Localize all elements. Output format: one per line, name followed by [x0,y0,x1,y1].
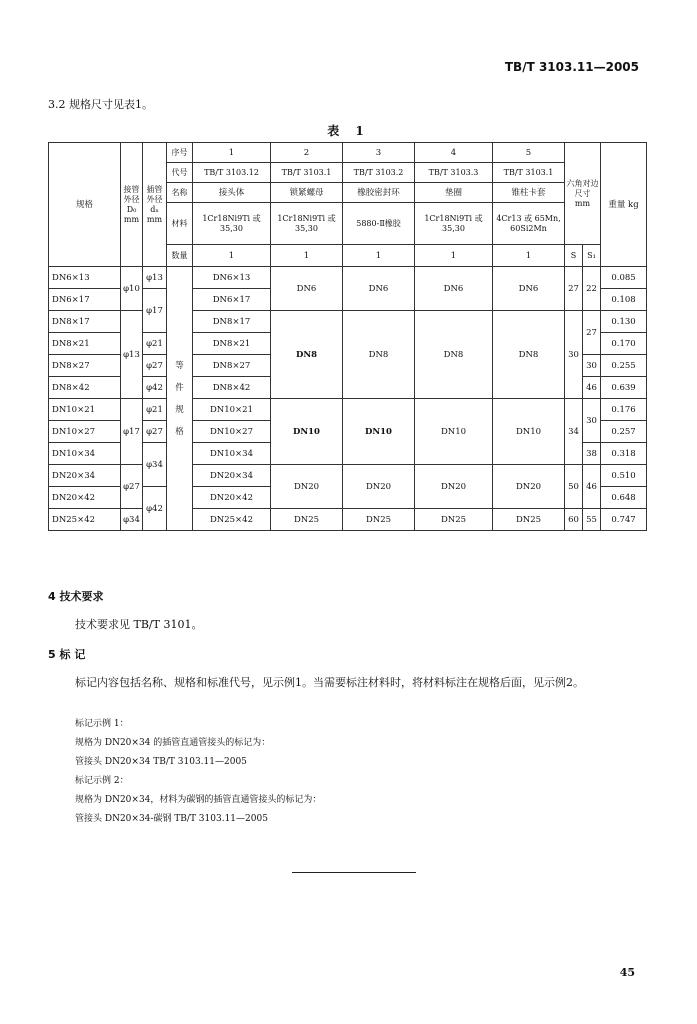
spec-cell: DN8×17 [49,311,121,333]
qty-4: 1 [415,245,493,267]
connector-cell: DN6×13 [193,267,271,289]
dn-cell: φ17 [143,289,167,333]
header-s: S [565,245,583,267]
table-caption: 表 1 [327,124,370,138]
specification-table [48,142,647,531]
label-seq: 序号 [167,143,193,163]
standard-header: TB/T 3103.11—2005 [504,60,639,74]
name-2: 锁紧螺母 [271,183,343,203]
example-1-line-1: 规格为 DN20×34 的插管直通管接头的标记为： [75,738,271,748]
s1-cell: 38 [583,443,601,465]
dn-cell: φ13 [143,267,167,289]
d0-cell: φ17 [121,399,143,465]
spec-cell: DN6×17 [49,289,121,311]
seal-cell: DN20 [343,465,415,509]
table-row [49,465,647,487]
spec-cell: DN20×42 [49,487,121,509]
label-name: 名称 [167,183,193,203]
washer-cell: DN25 [415,509,493,531]
table-row [49,311,647,333]
s-cell: 27 [565,267,583,311]
seq-3: 3 [343,143,415,163]
connector-cell: DN10×27 [193,421,271,443]
spec-cell: DN8×27 [49,355,121,377]
equal-size-label [167,267,193,531]
label-qty: 数量 [167,245,193,267]
vertical-char: 规 [175,404,184,415]
dn-cell: φ42 [143,377,167,399]
s-cell: 34 [565,399,583,465]
seal-cell: DN8 [343,311,415,399]
spec-cell: DN8×42 [49,377,121,399]
d0-cell: φ10 [121,267,143,311]
weight-cell: 0.747 [601,509,647,531]
connector-cell: DN6×17 [193,289,271,311]
s-cell: 60 [565,509,583,531]
header-s1: S₁ [583,245,601,267]
weight-cell: 0.130 [601,311,647,333]
vertical-char: 等 [175,360,184,371]
example-1-title: 标记示例 1： [75,719,129,729]
code-5: TB/T 3103.1 [493,163,565,183]
section-3-2-text: 3.2 规格尺寸见表1。 [48,98,153,111]
connector-cell: DN20×42 [193,487,271,509]
nut-cell: DN10 [271,399,343,465]
washer-cell: DN10 [415,399,493,465]
dn-cell: φ21 [143,333,167,355]
seal-cell: DN10 [343,399,415,465]
table-row [49,399,647,421]
example-2-line-2: 管接头 DN20×34-碳钢 TB/T 3103.11—2005 [75,814,268,824]
weight-cell: 0.318 [601,443,647,465]
table-row [49,267,647,289]
name-1: 接头体 [193,183,271,203]
section-4-text: 技术要求见 TB/T 3101。 [75,618,203,631]
connector-cell: DN8×21 [193,333,271,355]
section-5-text: 标记内容包括名称、规格和标准代号，见示例1。当需要标注材料时，将材料标注在规格后面，见示例2。 [75,676,584,689]
material-2: 1Cr18Ni9Ti 或 35,30 [271,203,343,245]
vertical-char: 件 [175,382,184,393]
s1-cell: 30 [583,355,601,377]
spec-cell: DN10×34 [49,443,121,465]
code-4: TB/T 3103.3 [415,163,493,183]
sleeve-cell: DN10 [493,399,565,465]
weight-cell: 0.108 [601,289,647,311]
end-rule [292,872,416,873]
weight-cell: 0.176 [601,399,647,421]
qty-5: 1 [493,245,565,267]
d0-cell: φ27 [121,465,143,509]
seq-1: 1 [193,143,271,163]
connector-cell: DN10×21 [193,399,271,421]
seq-4: 4 [415,143,493,163]
spec-cell: DN10×27 [49,421,121,443]
spec-cell: DN8×21 [49,333,121,355]
seq-5: 5 [493,143,565,163]
material-5: 4Cr13 或 65Mn, 60Si2Mn [493,203,565,245]
table-row [49,509,647,531]
spec-cell: DN25×42 [49,509,121,531]
header-d0: 接管外径 D₀ mm [121,143,143,267]
washer-cell: DN20 [415,465,493,509]
weight-cell: 0.257 [601,421,647,443]
dn-cell: φ27 [143,355,167,377]
dn-cell: φ34 [143,443,167,487]
example-2-title: 标记示例 2： [75,776,129,786]
sleeve-cell: DN8 [493,311,565,399]
weight-cell: 0.170 [601,333,647,355]
code-3: TB/T 3103.2 [343,163,415,183]
code-1: TB/T 3103.12 [193,163,271,183]
sleeve-cell: DN20 [493,465,565,509]
s1-cell: 22 [583,267,601,311]
s1-cell: 27 [583,311,601,355]
weight-cell: 0.639 [601,377,647,399]
label-code: 代号 [167,163,193,183]
name-4: 垫圈 [415,183,493,203]
weight-cell: 0.510 [601,465,647,487]
s-cell: 50 [565,465,583,509]
s1-cell: 55 [583,509,601,531]
section-4-title: 4 技术要求 [48,590,104,603]
name-5: 锥柱卡套 [493,183,565,203]
connector-cell: DN20×34 [193,465,271,487]
qty-3: 1 [343,245,415,267]
nut-cell: DN6 [271,267,343,311]
connector-cell: DN25×42 [193,509,271,531]
qty-2: 1 [271,245,343,267]
header-hex-size: 六角对边尺寸 mm [565,143,601,245]
qty-1: 1 [193,245,271,267]
weight-cell: 0.255 [601,355,647,377]
nut-cell: DN25 [271,509,343,531]
connector-cell: DN10×34 [193,443,271,465]
d0-cell: φ13 [121,311,143,399]
seal-cell: DN6 [343,267,415,311]
d0-cell: φ34 [121,509,143,531]
s1-cell: 46 [583,465,601,509]
seq-2: 2 [271,143,343,163]
spec-cell: DN20×34 [49,465,121,487]
header-weight: 重量 kg [601,143,647,267]
nut-cell: DN8 [271,311,343,399]
spec-cell: DN10×21 [49,399,121,421]
nut-cell: DN20 [271,465,343,509]
connector-cell: DN8×27 [193,355,271,377]
vertical-char: 格 [175,426,184,437]
material-4: 1Cr18Ni9Ti 或 35,30 [415,203,493,245]
section-5-title: 5 标 记 [48,648,86,661]
dn-cell: φ27 [143,421,167,443]
spec-cell: DN6×13 [49,267,121,289]
weight-cell: 0.648 [601,487,647,509]
seal-cell: DN25 [343,509,415,531]
code-2: TB/T 3103.1 [271,163,343,183]
sleeve-cell: DN25 [493,509,565,531]
connector-cell: DN8×42 [193,377,271,399]
header-dn: 插管外径 dₙ mm [143,143,167,267]
table-row [49,143,647,163]
s1-cell: 30 [583,399,601,443]
material-1: 1Cr18Ni9Ti 或 35,30 [193,203,271,245]
washer-cell: DN8 [415,311,493,399]
label-material: 材料 [167,203,193,245]
material-3: 5880-Ⅱ橡胶 [343,203,415,245]
connector-cell: DN8×17 [193,311,271,333]
header-spec: 规格 [49,143,121,267]
s-cell: 30 [565,311,583,399]
dn-cell: φ42 [143,487,167,531]
s1-cell: 46 [583,377,601,399]
example-1-line-2: 管接头 DN20×34 TB/T 3103.11—2005 [75,757,247,767]
page-number: 45 [619,966,635,979]
washer-cell: DN6 [415,267,493,311]
example-2-line-1: 规格为 DN20×34，材料为碳钢的插管直通管接头的标记为： [75,795,322,805]
dn-cell: φ21 [143,399,167,421]
name-3: 橡胶密封环 [343,183,415,203]
sleeve-cell: DN6 [493,267,565,311]
weight-cell: 0.085 [601,267,647,289]
